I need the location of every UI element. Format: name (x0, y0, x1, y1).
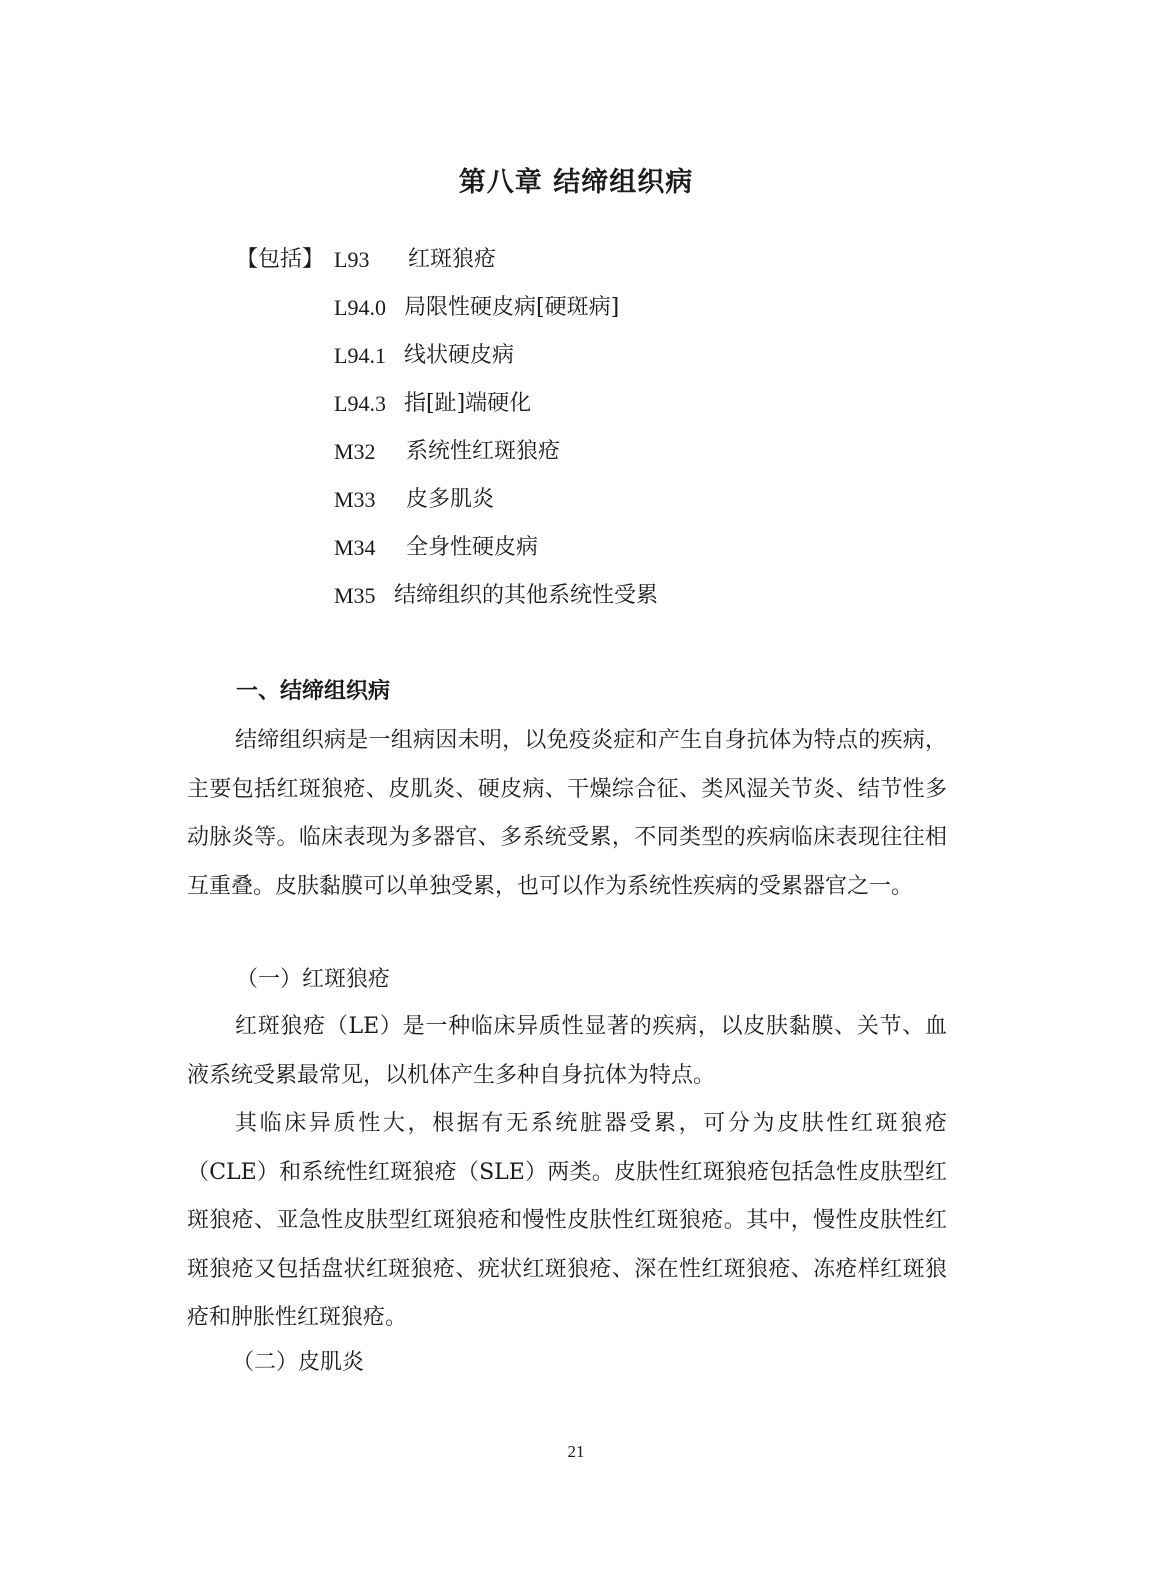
chapter-title: 第八章 结缔组织病 (458, 167, 694, 198)
disease-name: 结缔组织的其他系统性受累 (394, 583, 659, 608)
icd-code: M34 (334, 535, 376, 560)
paragraph: 结缔组织病是一组病因未明，以免疫炎症和产生自身抗体为特点的疾病，主要包括红斑狼疮、皮肌炎、硬皮病、干燥综合征、类风湿关节炎、结节性多动脉炎等。临床表现为多器官、多系统受累，不同类型的疾病临床表现往往相互重叠。皮肤黏膜可以单独受累，也可以作为系统性疾病的受累器官之一。 (187, 728, 947, 899)
disease-name: 红斑狼疮 (408, 247, 497, 272)
icd-code: L94.0 (334, 295, 386, 320)
disease-name: 皮多肌炎 (406, 487, 495, 512)
icd-code: M35 (334, 583, 376, 608)
icd-code: L94.3 (334, 391, 386, 416)
icd-code: M32 (334, 439, 376, 464)
icd-code: L94.1 (334, 343, 386, 368)
section-heading: 一、结缔组织病 (236, 679, 391, 704)
subsection-title: （二）皮肌炎 (232, 1350, 365, 1375)
includes-label: 【包括】 (236, 247, 325, 272)
disease-name: 全身性硬皮病 (406, 535, 539, 560)
paragraph: 其临床异质性大，根据有无系统脏器受累，可分为皮肤性红斑狼疮（CLE）和系统性红斑狼疮（SLE）两类。皮肤性红斑狼疮包括急性皮肤型红斑狼疮、亚急性皮肤型红斑狼疮和慢性皮肤性红斑狼疮。其中，慢性皮肤性红斑狼疮又包括盘状红斑狼疮、疣状红斑狼疮、深在性红斑狼疮、冻疮样红斑狼疮和肿胀性红斑狼疮。 (187, 1111, 947, 1330)
paragraph: 红斑狼疮（LE）是一种临床异质性显著的疾病，以皮肤黏膜、关节、血液系统受累最常见，以机体产生多种自身抗体为特点。 (187, 1014, 947, 1088)
disease-name: 局限性硬皮病[硬斑病] (404, 295, 620, 320)
disease-name: 系统性红斑狼疮 (406, 439, 561, 464)
disease-name: 指[趾]端硬化 (404, 391, 532, 416)
page-number: 21 (567, 1442, 585, 1461)
subsection-title: （一）红斑狼疮 (236, 967, 391, 992)
icd-code: L93 (334, 247, 370, 272)
icd-code: M33 (334, 487, 376, 512)
disease-name: 线状硬皮病 (404, 343, 515, 368)
